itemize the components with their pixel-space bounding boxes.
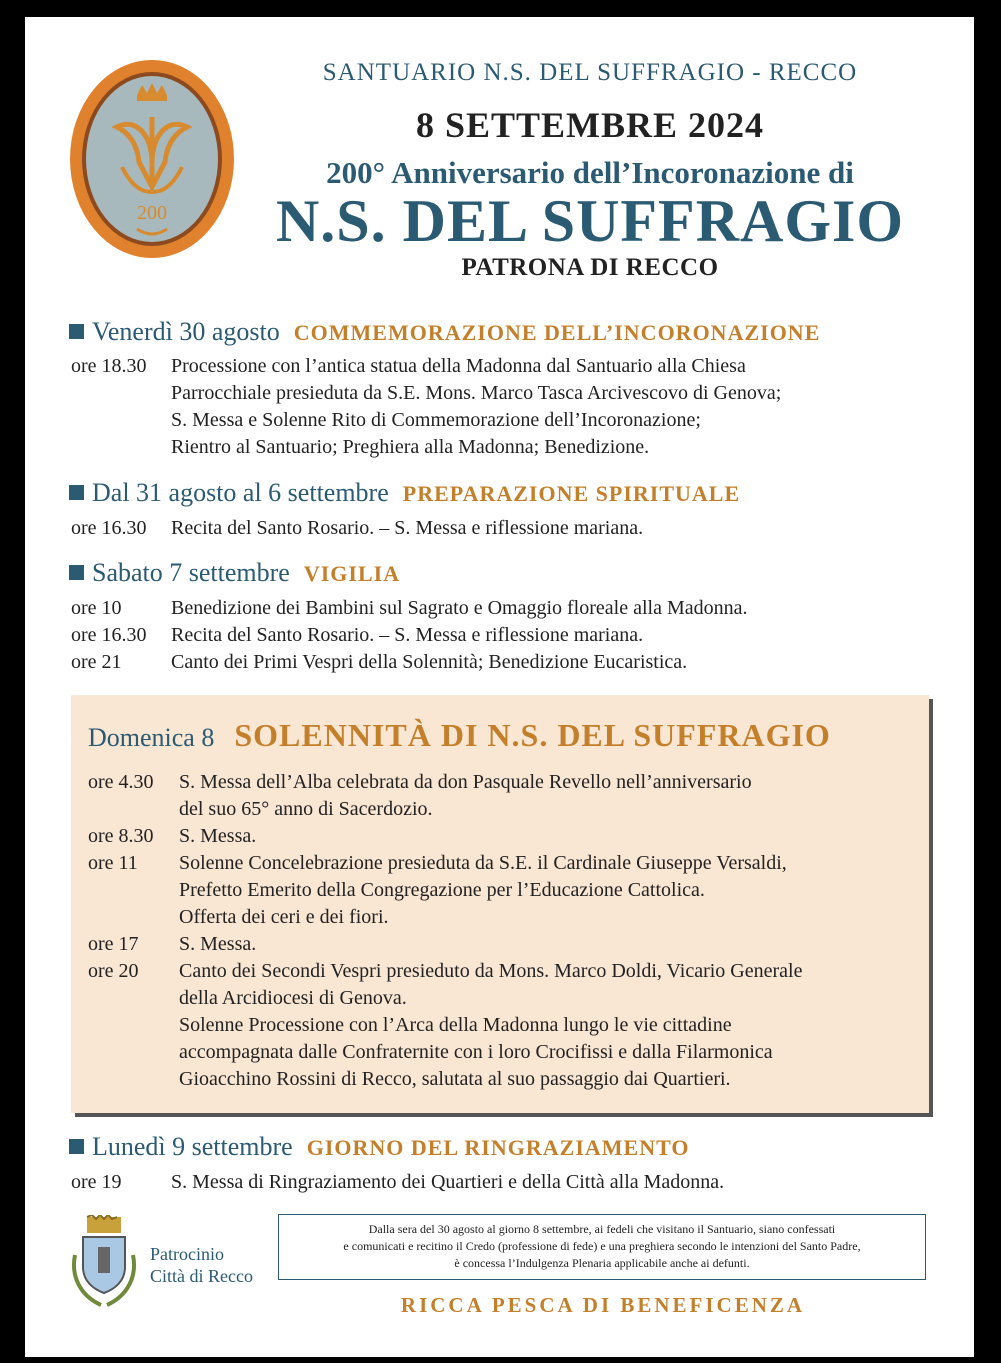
schedule-line: Parrocchiale presieduta da S.E. Mons. Marco Tasca Arcivescovo di Genova;	[171, 382, 782, 404]
schedule-item	[71, 595, 931, 622]
schedule-item	[88, 931, 918, 958]
schedule-item	[71, 649, 931, 676]
schedule-line: S. Messa dell’Alba celebrata da don Pasquale Revello nell’anniversario	[179, 771, 752, 793]
section-date: Dal 31 agosto al 6 settembre	[92, 478, 389, 507]
bullet-square-icon	[69, 1139, 84, 1154]
schedule-time: ore 17	[88, 933, 139, 955]
sunday-highlight-box	[71, 695, 929, 1113]
schedule-time: ore 4.30	[88, 771, 154, 793]
schedule-time: ore 10	[71, 597, 122, 619]
section-title: VIGILIA	[303, 561, 401, 586]
section-title: GIORNO DEL RINGRAZIAMENTO	[306, 1135, 690, 1160]
schedule-line: Canto dei Primi Vespri della Solennità; Benedizione Eucaristica.	[171, 651, 688, 673]
section-heading	[69, 1132, 689, 1162]
patrocinio-line: Patrocinio	[150, 1244, 224, 1264]
schedule-time: ore 11	[88, 852, 138, 874]
schedule-item	[88, 769, 918, 823]
poster	[25, 17, 974, 1357]
city-crest-icon	[69, 1215, 139, 1313]
schedule-time: ore 20	[88, 960, 139, 982]
section-heading	[69, 317, 820, 347]
santuario-title: SANTUARIO N.S. DEL SUFFRAGIO - RECCO	[322, 59, 858, 86]
schedule-line: del suo 65° anno di Sacerdozio.	[179, 798, 433, 820]
logo-number: 200	[137, 202, 167, 224]
section-heading	[88, 717, 831, 754]
note-line: è concessa l’Indulgenza Plenaria applicabile anche ai defunti.	[454, 1256, 750, 1270]
schedule-time: ore 8.30	[88, 825, 154, 847]
schedule-line: Processione con l’antica statua della Madonna dal Santuario alla Chiesa	[171, 355, 746, 377]
bullet-square-icon	[69, 324, 84, 339]
schedule-line: Benedizione dei Bambini sul Sagrato e Omaggio floreale alla Madonna.	[171, 597, 748, 619]
section-title: PREPARAZIONE SPIRITUALE	[402, 481, 741, 506]
schedule-item	[71, 353, 931, 463]
schedule-time: ore 16.30	[71, 624, 147, 646]
section-date: Sabato 7 settembre	[92, 558, 290, 587]
schedule-item	[71, 515, 931, 542]
schedule-line: S. Messa.	[179, 933, 257, 955]
schedule-line: Recita del Santo Rosario. – S. Messa e riflessione mariana.	[171, 517, 644, 539]
schedule-line: S. Messa di Ringraziamento dei Quartieri e della Città alla Madonna.	[171, 1171, 725, 1193]
schedule-line: Prefetto Emerito della Congregazione per l’Educazione Cattolica.	[179, 879, 705, 901]
schedule-time: ore 21	[71, 651, 122, 673]
section-date: Lunedì 9 settembre	[92, 1132, 293, 1161]
schedule-line: accompagnata dalle Confraternite con i loro Crocifissi e dalla Filarmonica	[179, 1041, 773, 1063]
schedule-line: Rientro al Santuario; Preghiera alla Madonna; Benedizione.	[171, 436, 650, 458]
schedule-line: Solenne Processione con l’Arca della Madonna lungo le vie cittadine	[179, 1014, 732, 1036]
note-line: Dalla sera del 30 agosto al giorno 8 settembre, ai fedeli che visitano il Santuario, siano confessati	[368, 1222, 836, 1236]
schedule-item	[71, 1169, 931, 1196]
pesca-banner: RICCA PESCA DI BENEFICENZA	[400, 1293, 806, 1317]
medallion-logo	[67, 57, 237, 261]
schedule-item	[88, 958, 918, 1093]
schedule-time: ore 18.30	[71, 355, 147, 377]
section-title: SOLENNITÀ DI N.S. DEL SUFFRAGIO	[234, 717, 831, 753]
main-title: N.S. DEL SUFFRAGIO	[275, 188, 905, 254]
bullet-square-icon	[69, 485, 84, 500]
anniversary-line: 200° Anniversario dell’Incoronazione di	[326, 155, 854, 190]
patrocinio-line: Città di Recco	[150, 1266, 253, 1286]
schedule-line: Canto dei Secondi Vespri presieduto da Mons. Marco Doldi, Vicario Generale	[179, 960, 803, 982]
section-heading	[69, 558, 400, 588]
section-date: Venerdì 30 agosto	[92, 317, 280, 346]
schedule-line: Solenne Concelebrazione presieduta da S.E. il Cardinale Giuseppe Versaldi,	[179, 852, 787, 874]
section-heading	[69, 478, 740, 508]
section-date: Domenica 8	[88, 723, 215, 752]
schedule-item	[88, 850, 918, 931]
schedule-item	[71, 622, 931, 649]
indulgence-note	[278, 1214, 926, 1280]
section-title: COMMEMORAZIONE DELL’INCORONAZIONE	[293, 320, 821, 345]
note-line: e comunicati e recitino il Credo (professione di fede) e una preghiera secondo le intenzioni del Santo Padre,	[343, 1239, 861, 1253]
schedule-line: S. Messa.	[179, 825, 257, 847]
event-date: 8 SETTEMBRE 2024	[415, 105, 765, 145]
schedule-line: S. Messa e Solenne Rito di Commemorazione dell’Incoronazione;	[171, 409, 701, 431]
schedule-time: ore 16.30	[71, 517, 147, 539]
schedule-line: Recita del Santo Rosario. – S. Messa e riflessione mariana.	[171, 624, 644, 646]
bullet-square-icon	[69, 565, 84, 580]
subtitle: PATRONA DI RECCO	[461, 254, 719, 281]
schedule-line: della Arcidiocesi di Genova.	[179, 987, 407, 1009]
schedule-time: ore 19	[71, 1171, 122, 1193]
schedule-item	[88, 823, 918, 850]
patrocinio-label	[150, 1243, 253, 1287]
schedule-line: Gioacchino Rossini di Recco, salutata al suo passaggio dai Quartieri.	[179, 1068, 731, 1090]
schedule-line: Offerta dei ceri e dei fiori.	[179, 906, 389, 928]
